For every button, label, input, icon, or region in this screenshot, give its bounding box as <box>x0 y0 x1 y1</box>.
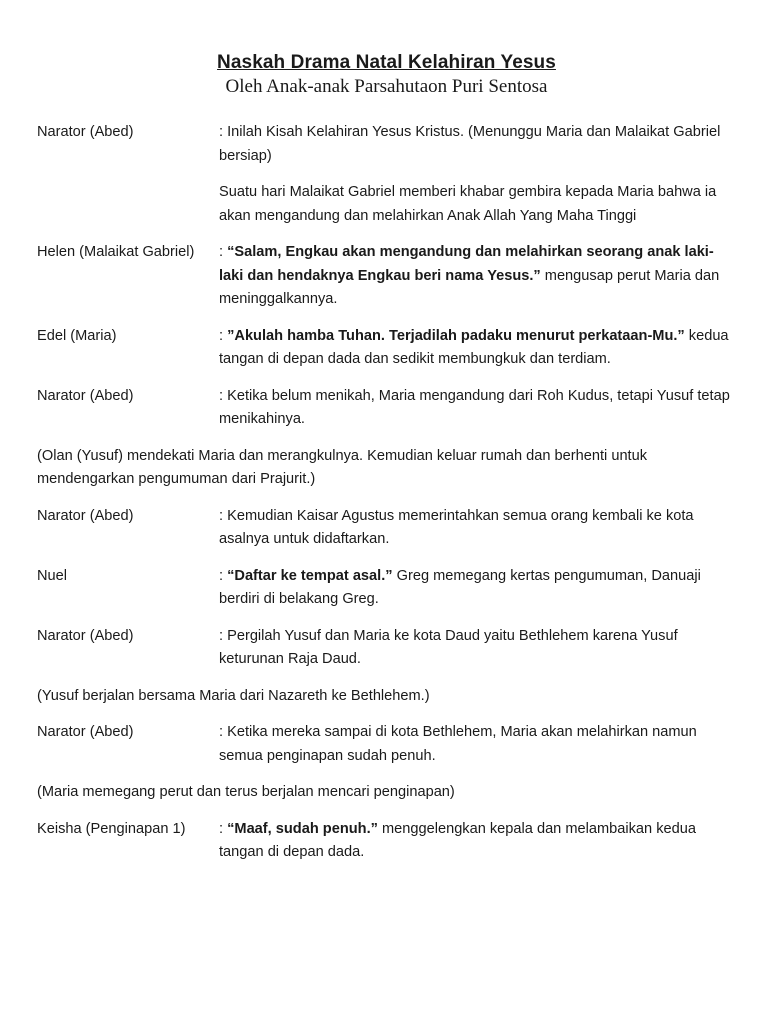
dialogue-paragraph <box>219 325 736 372</box>
dialogue-text <box>219 818 736 865</box>
speaker-name: Narator (Abed) <box>37 724 134 740</box>
dialogue-quote: “Maaf, sudah penuh.” <box>227 820 378 837</box>
script-line <box>37 565 736 612</box>
stage-direction-block: (Maria memegang perut dan terus berjalan mencari penginapan) <box>37 784 455 800</box>
script-line <box>37 505 736 552</box>
dialogue-paragraph <box>219 818 736 865</box>
script-line <box>37 121 736 228</box>
dialogue-text <box>219 121 736 228</box>
dialogue-colon: : <box>219 820 228 837</box>
dialogue-paragraph <box>219 241 736 312</box>
dialogue-colon: : <box>219 327 228 344</box>
dialogue-paragraph: : Ketika belum menikah, Maria mengandung dari Roh Kudus, tetapi Yusuf tetap menikahinya. <box>219 387 730 427</box>
dialogue-text <box>219 505 736 552</box>
dialogue-text <box>219 241 736 312</box>
document-title: Naskah Drama Natal Kelahiran Yesus <box>217 52 556 73</box>
speaker-name: Narator (Abed) <box>37 124 134 140</box>
stage-direction: menggelengkan kepala dan melambaikan kedua tangan di depan dada. <box>219 820 696 860</box>
speaker-name: Narator (Abed) <box>37 387 134 404</box>
document-subtitle: Oleh Anak-anak Parsahutaon Puri Sentosa <box>225 76 548 97</box>
dialogue-paragraph: : Pergilah Yusuf dan Maria ke kota Daud yaitu Bethlehem karena Yusuf keturunan Raja Daud. <box>219 627 678 667</box>
dialogue-paragraph <box>219 565 736 612</box>
dialogue-text <box>219 565 736 612</box>
dialogue-colon: : <box>219 244 228 260</box>
dialogue-text <box>219 625 736 672</box>
dialogue-text <box>219 325 736 372</box>
speaker-name: Nuel <box>37 567 68 584</box>
dialogue-quote: ”Akulah hamba Tuhan. Terjadilah padaku menurut perkataan-Mu.” <box>227 327 685 344</box>
dialogue-quote: “Daftar ke tempat asal.” <box>227 567 393 584</box>
speaker-name: Keisha (Penginapan 1) <box>37 820 186 837</box>
stage-direction-block: (Yusuf berjalan bersama Maria dari Nazareth ke Bethlehem.) <box>37 687 430 704</box>
script-line <box>37 818 736 865</box>
script-line <box>37 385 736 432</box>
dialogue-text <box>219 721 736 768</box>
speaker-name: Narator (Abed) <box>37 507 134 524</box>
stage-direction-block: (Olan (Yusuf) mendekati Maria dan merangkulnya. Kemudian keluar rumah dan berhenti untuk mendengarkan pengumuman dari Prajurit.) <box>37 447 648 487</box>
script-line <box>37 625 736 672</box>
dialogue-paragraph: : Ketika mereka sampai di kota Bethlehem, Maria akan melahirkan namun semua penginapan sudah penuh. <box>219 724 697 764</box>
dialogue-quote: “Salam, Engkau akan mengandung dan melahirkan seorang anak laki-laki dan hendaknya Engkau beri nama Yesus.” <box>219 244 714 284</box>
stage-direction: kedua tangan di depan dada dan sedikit membungkuk dan terdiam. <box>219 327 729 367</box>
speaker-name: Helen (Malaikat Gabriel) <box>37 244 195 260</box>
stage-direction: mengusap perut Maria dan meninggalkannya. <box>219 267 720 307</box>
dialogue-text <box>219 385 736 432</box>
script-line <box>37 721 736 768</box>
dialogue-paragraph: : Inilah Kisah Kelahiran Yesus Kristus. (Menunggu Maria dan Malaikat Gabriel bersiap) <box>219 124 721 164</box>
script-line <box>37 325 736 372</box>
dialogue-colon: : <box>219 567 228 584</box>
speaker-name: Edel (Maria) <box>37 327 117 344</box>
speaker-name: Narator (Abed) <box>37 627 134 644</box>
dialogue-paragraph: Suatu hari Malaikat Gabriel memberi khabar gembira kepada Maria bahwa ia akan mengandung dan melahirkan Anak Allah Yang Maha Tinggi <box>219 184 717 224</box>
stage-direction: Greg memegang kertas pengumuman, Danuaji berdiri di belakang Greg. <box>219 567 701 607</box>
dialogue-paragraph: : Kemudian Kaisar Agustus memerintahkan semua orang kembali ke kota asalnya untuk didaftarkan. <box>219 507 694 547</box>
script-line <box>37 241 736 312</box>
